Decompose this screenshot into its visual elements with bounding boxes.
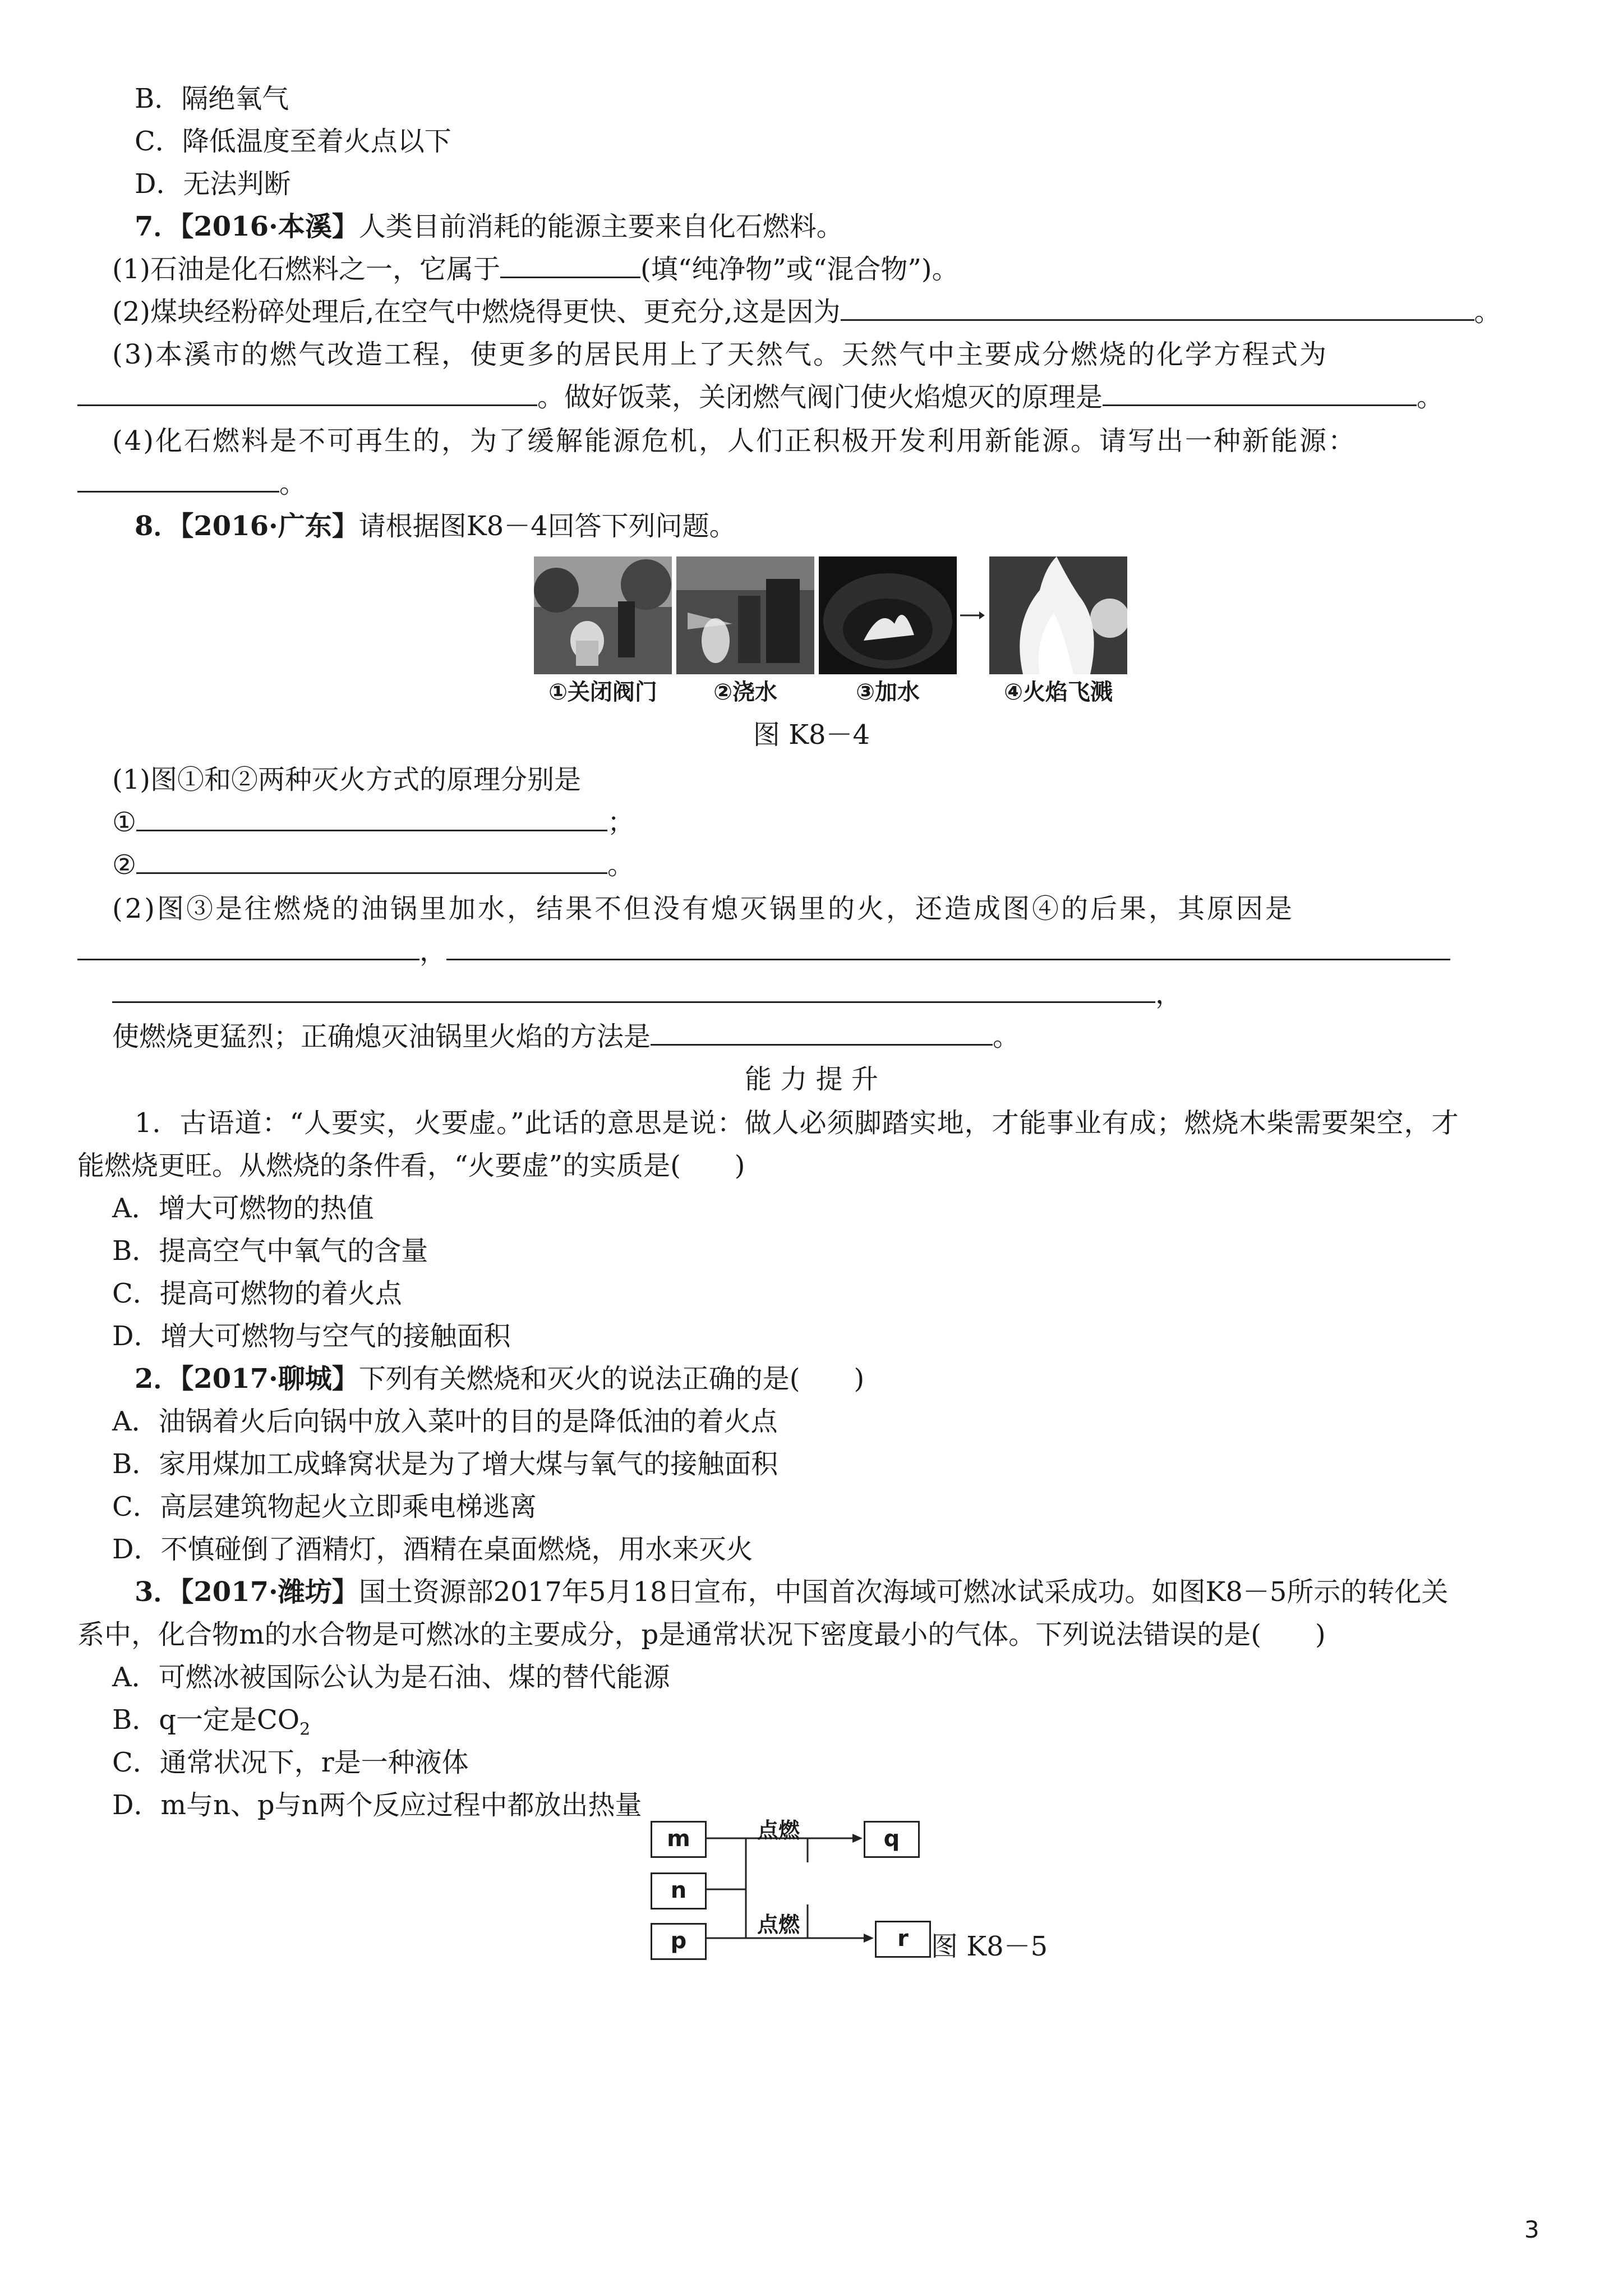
figure-k8-5 (645, 1818, 1071, 2008)
caption-2: ②浇水 (713, 679, 777, 705)
q8-part2-end-text: 使燃烧更猛烈；正确熄灭油锅里火焰的方法是 (112, 1021, 651, 1052)
photo-water-spray (676, 556, 814, 674)
period: 。 (993, 1021, 1020, 1052)
answer-blank[interactable] (136, 849, 607, 874)
a2-option-a: A．油锅着火后向锅中放入菜叶的目的是降低油的着火点 (112, 1406, 778, 1437)
q7-part4-cont (77, 467, 306, 500)
a2-stem (135, 1362, 864, 1396)
a1-option-c: C．提高可燃物的着火点 (112, 1278, 402, 1309)
period: 。 (607, 849, 635, 881)
section-title: 能 力 提 升 (745, 1064, 878, 1095)
node-n: n (651, 1872, 707, 1910)
answer-blank[interactable] (77, 467, 279, 493)
node-q: q (864, 1821, 920, 1858)
node-r: r (875, 1921, 931, 1958)
q7-source: 【2016·本溪】 (180, 211, 359, 242)
a3-line1: 国土资源部2017年5月18日宣布，中国首次海域可燃冰试采成功。如图K8－5所示的转化关 (358, 1576, 1449, 1608)
a3-source: 【2017·潍坊】 (180, 1576, 359, 1608)
a1-option-d: D．增大可燃物与空气的接触面积 (112, 1320, 511, 1352)
q7-stem (135, 210, 843, 243)
q7-part3: (3)本溪市的燃气改造工程，使更多的居民用上了天然气。天然气中主要成分燃烧的化学方程式为 (112, 339, 1328, 370)
q7-part1 (112, 252, 959, 286)
a1-option-a: A．增大可燃物的热值 (112, 1193, 374, 1224)
q8-stem-text: 请根据图K8－4回答下列问题。 (358, 510, 736, 542)
answer-blank[interactable] (500, 253, 640, 278)
q6-option-b: B．隔绝氧气 (135, 83, 289, 114)
q7-number: 7． (135, 211, 181, 242)
q8-number: 8． (135, 510, 181, 542)
a3-option-c: C．通常状况下，r是一种液体 (112, 1747, 469, 1778)
q7-part2 (112, 295, 1501, 329)
arrow-icon (960, 610, 985, 623)
figure-caption-k8-4: 图 K8－4 (753, 719, 870, 751)
a1-line2: 能燃烧更旺。从燃烧的条件看，“火要虚”的实质是( ) (77, 1150, 745, 1181)
caption-3: ③加水 (856, 679, 920, 705)
q7-part1-text: (1)石油是化石燃料之一，它属于 (112, 254, 500, 285)
caption-4: ④火焰飞溅 (1004, 679, 1113, 705)
q7-part2-text: (2)煤块经粉碎处理后,在空气中燃烧得更快、更充分,这是因为 (112, 296, 841, 328)
q6-option-c: C．降低温度至着火点以下 (135, 126, 451, 157)
photo-close-valve (534, 556, 672, 674)
q8-part2: (2)图③是往燃烧的油锅里加水，结果不但没有熄灭锅里的火，还造成图④的后果，其原因是 (112, 893, 1294, 924)
a3-number: 3． (135, 1576, 181, 1608)
q6-option-d: D．无法判断 (135, 168, 291, 200)
q8-part2-end (112, 1020, 1020, 1053)
a2-option-b: B．家用煤加工成蜂窝状是为了增大煤与氧气的接触面积 (112, 1448, 778, 1480)
a2-source: 【2017·聊城】 (180, 1363, 359, 1395)
a3-option-a: A．可燃冰被国际公认为是石油、煤的替代能源 (112, 1662, 670, 1693)
answer-blank[interactable] (1103, 381, 1417, 406)
q8-part1: (1)图①和②两种灭火方式的原理分别是 (112, 764, 581, 795)
photo-add-water (819, 556, 957, 674)
caption-1: ①关闭阀门 (548, 679, 657, 705)
circled-1: ① (112, 807, 137, 838)
a1-line1: 1．古语道：“人要实，火要虚。”此话的意思是说：做人必须脚踏实地，才能事业有成；燃烧木柴需要架空，才 (135, 1107, 1459, 1139)
a3-line2: 系中，化合物m的水合物是可燃冰的主要成分，p是通常状况下密度最小的气体。下列说法错误的是( ) (77, 1619, 1326, 1650)
answer-blank[interactable] (446, 935, 1450, 960)
q8-stem (135, 509, 736, 543)
q7-part3-end: 。 (1417, 381, 1444, 413)
q7-part3-text: 。做好饭菜，关闭燃气阀门使火焰熄灭的原理是 (537, 381, 1103, 413)
a3-stem (135, 1575, 1448, 1609)
q7-part2-end: 。 (1474, 296, 1501, 328)
arrow-label-ignite-1: 点燃 (757, 1818, 800, 1843)
node-p: p (651, 1923, 707, 1960)
q8-part2-blanks (77, 935, 1450, 968)
page-number: 3 (1524, 2216, 1539, 2243)
answer-blank[interactable] (136, 806, 607, 831)
semicolon: ； (607, 807, 635, 838)
comma: ， (419, 936, 447, 967)
q7-stem-text: 人类目前消耗的能源主要来自化石燃料。 (358, 211, 843, 242)
photo-flame-splash (989, 556, 1127, 674)
a2-option-d: D．不慎碰倒了酒精灯，酒精在桌面燃烧，用水来灭火 (112, 1534, 753, 1565)
circled-2: ② (112, 849, 137, 881)
q8-part2-blank-row (112, 977, 1182, 1011)
figure-k8-4-photos (534, 556, 1156, 714)
a3-option-b-text: B．q一定是CO (112, 1704, 300, 1736)
a3-option-b (112, 1703, 310, 1747)
q7-part4: (4)化石燃料是不可再生的，为了缓解能源危机，人们正积极开发利用新能源。请写出一种新能源： (112, 425, 1357, 457)
q8-part1-blank2 (112, 848, 634, 882)
q8-part1-blank1 (112, 806, 634, 839)
a1-option-b: B．提高空气中氧气的含量 (112, 1235, 428, 1267)
comma: ， (1155, 978, 1183, 1010)
arrow-label-ignite-2: 点燃 (757, 1912, 800, 1937)
subscript: 2 (299, 1719, 311, 1740)
answer-blank[interactable] (651, 1020, 993, 1046)
q7-part4-end: 。 (279, 468, 307, 499)
a3-option-d: D．m与n、p与n两个反应过程中都放出热量 (112, 1789, 642, 1821)
answer-blank[interactable] (77, 381, 537, 406)
q7-part1-hint: (填“纯净物”或“混合物”)。 (640, 254, 959, 285)
a2-option-c: C．高层建筑物起火立即乘电梯逃离 (112, 1491, 537, 1522)
figure-caption-k8-5: 图 K8－5 (931, 1931, 1048, 1962)
node-m: m (651, 1821, 707, 1858)
a2-number: 2． (135, 1363, 181, 1395)
answer-blank[interactable] (77, 935, 419, 960)
a2-stem-text: 下列有关燃烧和灭火的说法正确的是( ) (358, 1363, 865, 1395)
answer-blank[interactable] (112, 978, 1155, 1003)
q8-source: 【2016·广东】 (180, 510, 359, 542)
q7-part3-cont (77, 380, 1444, 414)
answer-blank[interactable] (841, 296, 1474, 321)
